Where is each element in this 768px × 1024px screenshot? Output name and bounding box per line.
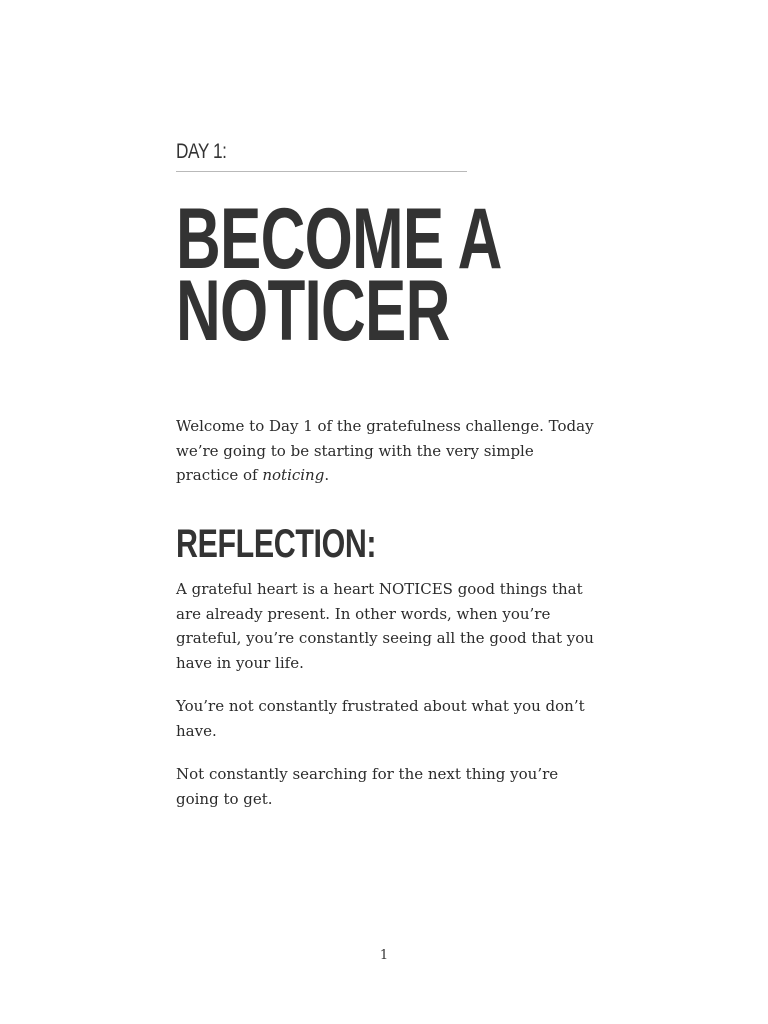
intro-emphasis: noticing [262,466,325,484]
page-title [176,191,502,359]
title-line-2: NOTICER [176,263,450,359]
title-line-1: BECOME A [176,191,502,287]
page-number: 1 [379,948,389,963]
intro-text-end: . [324,466,330,484]
intro-text: Welcome to Day 1 of the gratefulness challenge. Today we’re going to be starting with the very simple practice of [176,417,594,484]
intro-paragraph [176,414,596,488]
day-label: DAY 1: [176,140,227,163]
day-divider [176,171,467,172]
body-paragraph: Not constantly searching for the next thing you’re going to get. [176,765,559,808]
body-paragraph: A grateful heart is a heart NOTICES good things that are already present. In other words, when you’re grateful, you’re constantly seeing all the good that you have in your life. [176,580,594,672]
section-heading: REFLECTION: [176,522,377,566]
body-paragraph: You’re not constantly frustrated about what you don’t have. [176,697,585,740]
